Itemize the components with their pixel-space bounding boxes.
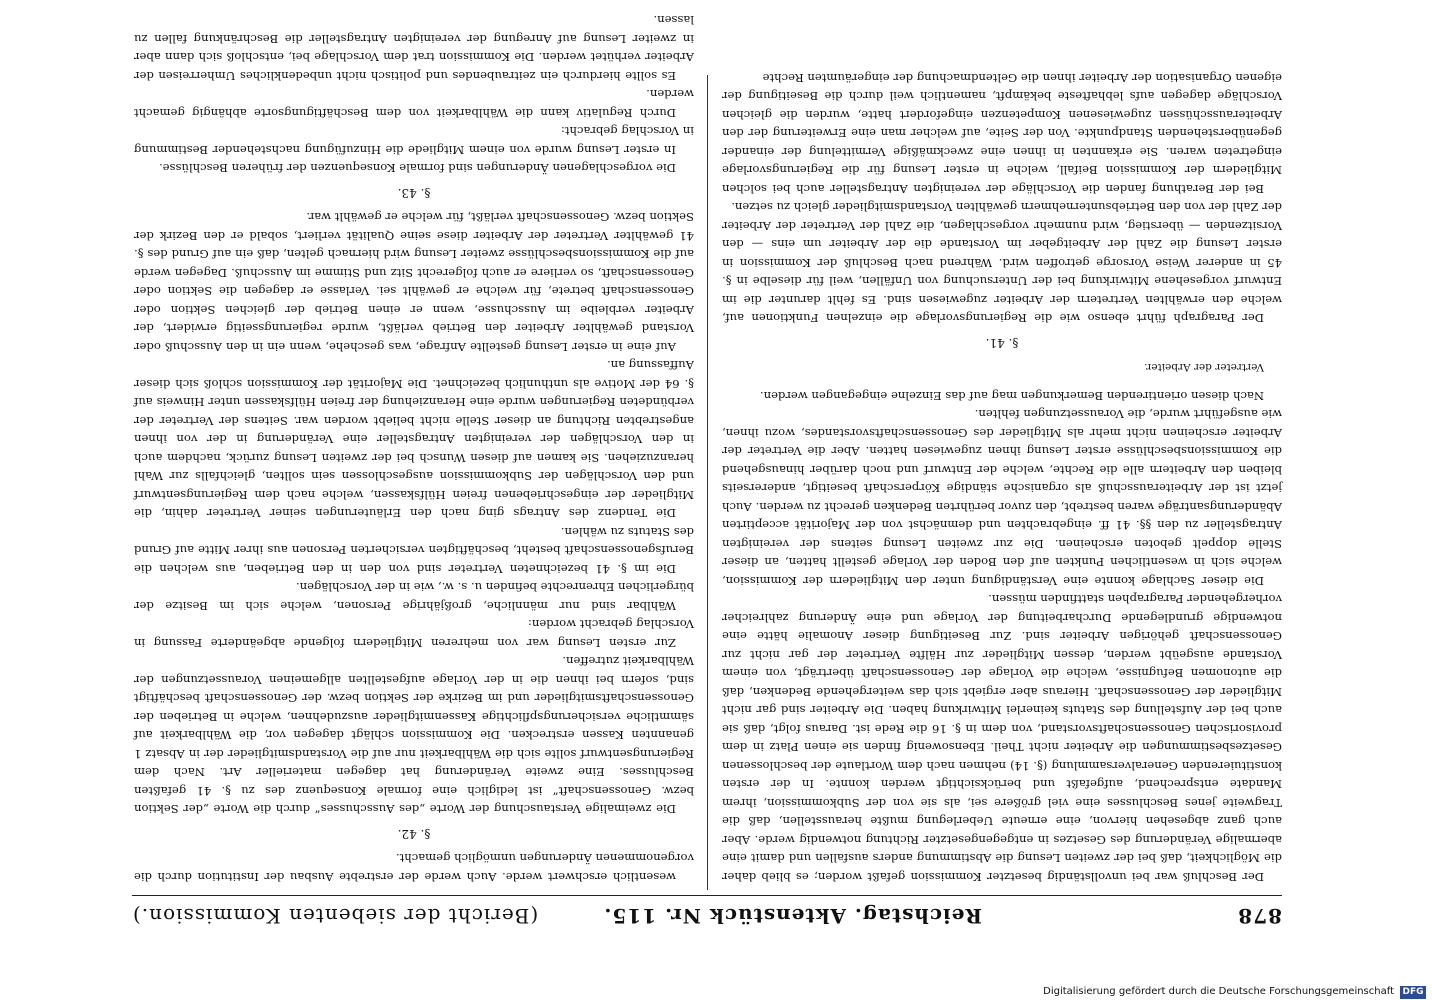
- paragraph: Der Paragraph führt ebenso wie die Regierungsvorlage die einzelnen Funktionen auf, welche den erwählten Vertretern der Arbeiter zugewiesen sind. Es fehlt darunter die im Entwurf vorgesehene Mitwirkung bei der Untersuchung von Unfällen, weil für dieselbe in §. 45 in anderer Weise Vorsorge getroffen wird. Während nach Beschluß der Kommission in erster Lesung die Zahl der Arbeitgeber im Vorstande die der Arbeiter um eins — den Vorsitzenden — überstieg, wird nunmehr vorgeschlagen, die Zahl der Vertreter der Arbeiter der Zahl der von den Betriebsunternehmern gewählten Vorstandsmitglieder gleich zu setzen.: [722, 200, 1282, 326]
- paragraph: wesentlich erschwert werde. Auch werde der erstrebte Ausbau der Institution durch die vorgenommenen Änderungen unmöglich gemacht.: [134, 851, 694, 884]
- paragraph: Der Beschluß war bei unvollständig besetzter Kommission gefaßt worden; es blieb daher die Möglichkeit, daß bei der zweiten Lesung die Abstimmung anders ausfallen und damit eine abermalige Veränderung des Gesetzes in entgegengesetzter Richtung notwendig werde. Aber auch ganz abgesehen hiervon, eine erneute Ueberlegung mußte herausstellen, daß die Tragweite jenes Beschlusses eine viel größere sei, als sie von der Subkommission, ihrem Mandate entsprechend, aufgefaßt und berücksichtigt werden konnte. In der ersten konstituierenden Generalversammlung (§. 14) nehmen nach dem Wortlaute der beschlossenen Gesetzesbestimmungen die Arbeiter nicht Theil. Ebensowenig finden sie einen Platz in dem provisorischen Genossenschaftsvorstand, von dem in §. 16 die Rede ist. Daraus folgt, daß sie auch bei der Aufstellung des Statuts keinerlei Mitwirkung haben. Die Arbeiter sind gar nicht Mitglieder der Genossenschaft. Hieraus aber ergiebt sich das weitergehende Bedenken, daß die autonomen Befugnisse, welche die Vorlage der Genossenschaft überträgt, von einem Vorstande ausgeübt werden, dessen Mitglieder zur Hälfte Vertreter der gar nicht zur Genossenschaft gehörigen Arbeiter sind. Zur Beseitigung dieser Anomalie hätte eine notwendige grundlegende Durcharbeitung der Vorlage und eine Änderung zahlreicher vorhergehender Paragraphen stattfinden müssen.: [722, 592, 1282, 884]
- dfg-logo: DFG: [1400, 986, 1426, 999]
- funding-credit: Digitalisierung gefördert durch die Deutsche Forschungsgemeinschaft: [1043, 986, 1394, 997]
- section-heading-43: §. 43.: [397, 186, 431, 200]
- paragraph: Nach diesen orientirenden Bemerkungen mag auf das Einzelne eingegangen werden.: [759, 389, 1264, 403]
- paragraph: Auf eine in erster Lesung gestellte Anfrage, was geschehe, wenn ein in den Ausschuß oder Vorstand gewählter Arbeiter den Betrieb verläßt, wurde regierungsseitig erwidert, der Arbeiter verbleibe im Ausschusse, wenn er einen Betrieb der gleichen Sektion oder Genossenschaft betrete, für welche er gewählt sei. Verlasse er dagegen die Sektion oder Genossenschaft, so verliere er auch folgerecht Sitz und Stimme im Ausschuß. Dagegen werde auf die Kommissionsbeschlüsse zweiter Lesung wird hiernach gelten, daß ein auf Grund des §. 41 gewählter Vertreter der Arbeiter diese seine Qualität verliert, sobald er den Bezirk der Sektion bezw. Genossenschaft verläßt, für welche er gewählt war.: [134, 210, 694, 354]
- header-rule: [132, 895, 1282, 896]
- paragraph: Die vorgeschlagenen Änderungen sind formale Konsequenzen der früheren Beschlüsse.: [159, 161, 676, 176]
- quoted-proposal: Durch Regulativ kann die Wählbarkeit von dem Beschäftigungsorte abhängig gemacht werden.: [134, 87, 694, 120]
- paragraph: Die Tendenz des Antrags ging nach den Erläuterungen seiner Vertreter dahin, die Mitglieder der eingeschriebenen freien Hülfskassen, welche nach dem Regierungsentwurf und den Vorschlägen der Subkommission ausgeschlossen sein sollten, gleichfalls zur Wahl heranzuziehen. Sie kamen auf diesen Wunsch bei der zweiten Lesung zurück, nachdem auch in den Vorschlägen der vereinigten Antragsteller eine Veränderung in der von ihnen angestrebten Richtung an dieser Stelle nicht beliebt worden war. Seitens der Vertreter der verbündeten Regierungen wurde eine Heranziehung der freien Hülfskassen unter Hinweis auf §. 64 der Motive als unthunlich bezeichnet. Die Majorität der Kommission schloß sich dieser Auffassung an.: [134, 358, 694, 521]
- paragraph: Zur ersten Lesung war von mehreren Mitgliedern folgende abgeänderte Fassung in Vorschlag gebracht worden:: [134, 617, 694, 650]
- section-heading-41: §. 41.: [985, 336, 1019, 350]
- paragraph: Es sollte hierdurch ein zeitraubendes und politisch nicht unbedenkliches Umherreisen der Arbeiter verhütet werden. Die Kommission trat dem Vorschlage bei, entschloß sich dann aber in zweiter Lesung auf Anregung der vereinigten Antragsteller die Beschränkung fallen zu lassen.: [134, 13, 694, 83]
- digitization-footer: [0, 985, 1432, 1000]
- left-column: [722, 71, 1282, 886]
- report-title: (Bericht der siebenten Kommission.): [132, 904, 539, 928]
- page-title: Reichstag. Aktenstück Nr. 115.: [603, 904, 982, 928]
- quoted-proposal: Die im §. 41 bezeichneten Vertreter sind von den in den Betrieben, aus welchen die Berufsgenossenschaft besteht, beschäftigten versicherten Personen aus ihrer Mitte auf Grund des Statuts zu wählen.: [134, 525, 694, 576]
- quoted-proposal: Wählbar sind nur männliche, großjährige Personen, welche sich im Besitze der bürgerlichen Ehrenrechte befinden u. s. w., wie in der Vorschlägen.: [134, 580, 694, 613]
- paragraph: Die dieser Sachlage konnte eine Verständigung unter den Mitgliedern der Kommission, welche sich in wesentlichen Punkten auf den Boden der Vorlage gestellt hatten, an dieser Stelle doppelt geboten erscheinen. Die zur zweiten Lesung seitens der vereinigten Antragsteller zu den §§. 41 ff. eingebrachten und demnächst von der Majorität acceptirten Abänderungsanträge waren bestrebt, den zuvor berührten Bedenken gerecht zu werden. Auch jetzt ist der Arbeiterausschuß als organische ständige Körperschaft beseitigt, andererseits bleiben den Arbeitern alle die Rechte, welche der Entwurf und noch darüber hinausgehend die Kommissionsbeschlüsse erster Lesung ihnen zugewiesen hatten. Aber die Vertreter der Arbeiter erscheinen nicht mehr als Mitglieder des Genossenschaftsvorstandes, wozu ihnen, wie ausgeführt wurde, die Voraussetzungen fehlten.: [722, 407, 1282, 588]
- paragraph: In erster Lesung wurde von einem Mitgliede die Hinzufügung nachstehender Bestimmung in Vorschlag gebracht:: [134, 124, 694, 157]
- paragraph: Die zweimalige Verstauschung der Worte „des Ausschusses“ durch die Worte „der Sektion bezw. Genossenschaft“ ist lediglich eine formale Konsequenz des zu §. 41 gefaßten Beschlusses. Eine zweite Veränderung hat dagegen materieller Art. Nach dem Regierungsentwurf sollte sich die Wählbarkeit nur auf die Vorstandsmitglieder der in Absatz 1 genannten Kassen erstrecken. Die Kommission schlägt dagegen vor, die Wählbarkeit auf sämmtliche versicherungspflichtige Kassenmitglieder auszudehnen, welche in Betrieben der Genossenschaftsmitglieder und im Bezirke der Sektion bezw. der Genossenschaft beschäftigt sind, sofern bei ihnen die in der Vorlage aufgestellten allgemeinen Voraussetzungen der Wählbarkeit zutreffen.: [134, 654, 694, 817]
- paragraph: Bei der Berathung fanden die Vorschläge der vereinigten Antragsteller auch bei solchen Mitgliedern der Kommission Beifall, welche in erster Lesung für die Regierungsvorlage eingetreten waren. Sie erkannten in ihnen eine zweckmäßige Vermittelung der einander gegenüberstehenden Standpunkte. Von der Seite, auf welcher man eine Erweiterung der den Arbeiterausschüssen zugewiesenen Kompetenzen eingefordert hatte, wurden die gleichen Vorschläge dagegen aufs lebhafteste bekämpft, namentlich weil durch die Beseitigung der eigenen Organisation der Arbeiter ihnen die Geltendmachung der eingeräumten Rechte: [722, 71, 1282, 196]
- column-divider: [707, 75, 708, 890]
- page-header: [132, 896, 1282, 930]
- subheading: Vertreter der Arbeiter.: [1144, 361, 1264, 374]
- section-heading-42: §. 42.: [397, 827, 431, 841]
- printed-page: [132, 13, 1282, 930]
- page-number: 878: [1237, 904, 1282, 928]
- right-column: [134, 13, 694, 886]
